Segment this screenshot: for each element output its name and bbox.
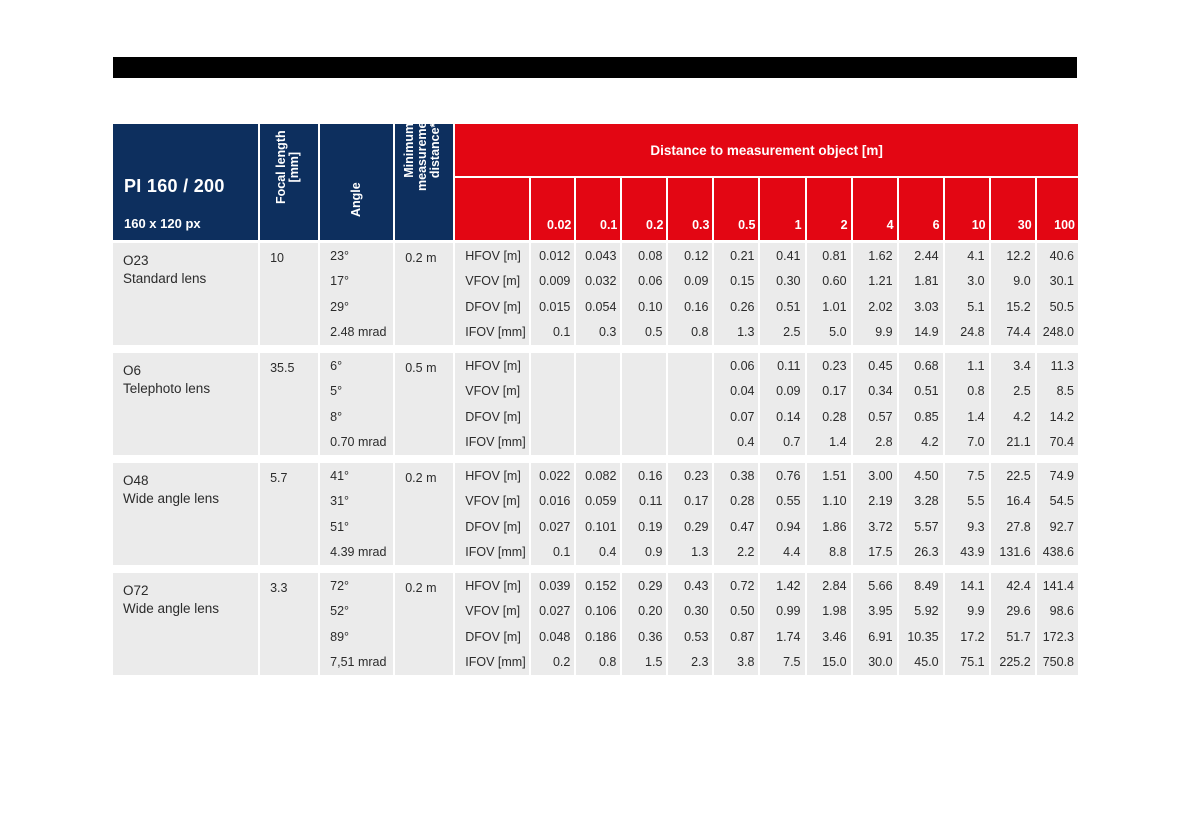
fov-value: 0.53 bbox=[668, 624, 714, 650]
fov-value: 1.4 bbox=[945, 404, 991, 430]
fov-value: 0.06 bbox=[622, 269, 668, 295]
fov-value: 1.42 bbox=[760, 573, 806, 599]
fov-value: 0.34 bbox=[853, 379, 899, 405]
fov-label: IFOV [mm] bbox=[455, 650, 531, 676]
fov-value: 0.28 bbox=[807, 404, 853, 430]
fov-value: 1.3 bbox=[668, 540, 714, 566]
fov-value: 4.2 bbox=[991, 404, 1037, 430]
fov-value bbox=[576, 430, 622, 456]
fov-value: 0.38 bbox=[714, 463, 760, 489]
fov-value: 0.10 bbox=[622, 294, 668, 320]
fov-value: 0.4 bbox=[714, 430, 760, 456]
fov-value: 0.15 bbox=[714, 269, 760, 295]
fov-value: 0.29 bbox=[668, 514, 714, 540]
lens-type: Standard lens bbox=[123, 271, 207, 286]
fov-value: 0.009 bbox=[531, 269, 576, 295]
fov-value: 1.01 bbox=[807, 294, 853, 320]
angle-value: 0.70 mrad bbox=[320, 430, 395, 456]
lens-code: O48 bbox=[123, 473, 149, 488]
angle-value: 52° bbox=[320, 599, 395, 625]
fov-value bbox=[668, 430, 714, 456]
fov-value: 7.5 bbox=[760, 650, 806, 676]
min-distance-value: 0.5 m bbox=[395, 353, 455, 455]
fov-value bbox=[622, 353, 668, 379]
fov-value: 1.86 bbox=[807, 514, 853, 540]
fov-value: 0.36 bbox=[622, 624, 668, 650]
fov-value: 0.09 bbox=[668, 269, 714, 295]
angle-value: 31° bbox=[320, 489, 395, 515]
model-header bbox=[113, 124, 260, 243]
fov-value: 4.2 bbox=[899, 430, 945, 456]
distance-col-header: 0.5 bbox=[714, 178, 760, 243]
fov-value: 0.72 bbox=[714, 573, 760, 599]
fov-value: 1.62 bbox=[853, 243, 899, 269]
fov-value: 4.50 bbox=[899, 463, 945, 489]
fov-label: HFOV [m] bbox=[455, 353, 531, 379]
fov-value: 0.21 bbox=[714, 243, 760, 269]
fov-value bbox=[622, 430, 668, 456]
distance-col-header: 0.02 bbox=[531, 178, 576, 243]
fov-value: 1.81 bbox=[899, 269, 945, 295]
angle-header bbox=[320, 124, 395, 243]
fov-value: 3.4 bbox=[991, 353, 1037, 379]
fov-value: 2.2 bbox=[714, 540, 760, 566]
fov-label: DFOV [m] bbox=[455, 514, 531, 540]
fov-value: 0.55 bbox=[760, 489, 806, 515]
fov-value: 5.92 bbox=[899, 599, 945, 625]
fov-value: 0.29 bbox=[622, 573, 668, 599]
fov-value: 0.043 bbox=[576, 243, 622, 269]
fov-value: 225.2 bbox=[991, 650, 1037, 676]
fov-value: 2.02 bbox=[853, 294, 899, 320]
fov-value: 0.47 bbox=[714, 514, 760, 540]
fov-value: 0.57 bbox=[853, 404, 899, 430]
fov-value: 1.5 bbox=[622, 650, 668, 676]
fov-value: 0.45 bbox=[853, 353, 899, 379]
fov-label: HFOV [m] bbox=[455, 243, 531, 269]
fov-value: 14.1 bbox=[945, 573, 991, 599]
fov-value: 30.0 bbox=[853, 650, 899, 676]
fov-value: 10.35 bbox=[899, 624, 945, 650]
fov-value: 0.8 bbox=[668, 320, 714, 346]
fov-value: 131.6 bbox=[991, 540, 1037, 566]
fov-value: 8.49 bbox=[899, 573, 945, 599]
fov-value: 1.74 bbox=[760, 624, 806, 650]
distance-col-header: 0.1 bbox=[576, 178, 622, 243]
lens-name-cell bbox=[113, 243, 260, 345]
fov-value: 0.9 bbox=[622, 540, 668, 566]
focal-length-header bbox=[260, 124, 320, 243]
fov-value: 4.4 bbox=[760, 540, 806, 566]
fov-value: 2.5 bbox=[991, 379, 1037, 405]
fov-value: 0.16 bbox=[668, 294, 714, 320]
model-resolution: 160 x 120 px bbox=[124, 216, 201, 231]
fov-value: 0.027 bbox=[531, 599, 576, 625]
fov-value: 1.4 bbox=[807, 430, 853, 456]
fov-value bbox=[531, 430, 576, 456]
fov-value: 0.26 bbox=[714, 294, 760, 320]
fov-value: 3.00 bbox=[853, 463, 899, 489]
fov-value: 0.027 bbox=[531, 514, 576, 540]
fov-value: 0.08 bbox=[622, 243, 668, 269]
lens-name-cell bbox=[113, 463, 260, 565]
fov-value: 3.46 bbox=[807, 624, 853, 650]
fov-value: 0.048 bbox=[531, 624, 576, 650]
fov-value: 1.10 bbox=[807, 489, 853, 515]
fov-value: 0.082 bbox=[576, 463, 622, 489]
fov-value: 54.5 bbox=[1037, 489, 1078, 515]
fov-value: 0.76 bbox=[760, 463, 806, 489]
fov-value: 0.039 bbox=[531, 573, 576, 599]
fov-value: 4.1 bbox=[945, 243, 991, 269]
fov-value: 15.0 bbox=[807, 650, 853, 676]
fov-value: 24.8 bbox=[945, 320, 991, 346]
lens-name-cell bbox=[113, 353, 260, 455]
fov-value: 40.6 bbox=[1037, 243, 1078, 269]
fov-value: 0.022 bbox=[531, 463, 576, 489]
fov-value bbox=[622, 404, 668, 430]
fov-label: IFOV [mm] bbox=[455, 540, 531, 566]
table-row bbox=[113, 243, 1078, 269]
fov-value: 0.51 bbox=[760, 294, 806, 320]
fov-value bbox=[576, 404, 622, 430]
focal-length-value: 5.7 bbox=[260, 463, 320, 565]
lens-code: O6 bbox=[123, 363, 142, 378]
fov-value: 0.85 bbox=[899, 404, 945, 430]
fov-label: VFOV [m] bbox=[455, 269, 531, 295]
min-distance-header bbox=[395, 109, 455, 243]
fov-value: 0.16 bbox=[622, 463, 668, 489]
fov-value: 0.09 bbox=[760, 379, 806, 405]
fov-value: 9.9 bbox=[945, 599, 991, 625]
fov-value: 0.17 bbox=[668, 489, 714, 515]
focal-length-label: Focal length [mm] bbox=[274, 130, 302, 204]
fov-value: 9.9 bbox=[853, 320, 899, 346]
fov-value: 0.28 bbox=[714, 489, 760, 515]
distance-blank-cell bbox=[455, 178, 531, 243]
fov-value: 2.84 bbox=[807, 573, 853, 599]
fov-value: 11.3 bbox=[1037, 353, 1078, 379]
fov-value: 0.5 bbox=[622, 320, 668, 346]
fov-value: 1.21 bbox=[853, 269, 899, 295]
fov-label: DFOV [m] bbox=[455, 294, 531, 320]
angle-value: 5° bbox=[320, 379, 395, 405]
fov-value: 5.5 bbox=[945, 489, 991, 515]
fov-value: 27.8 bbox=[991, 514, 1037, 540]
fov-value: 16.4 bbox=[991, 489, 1037, 515]
fov-value bbox=[622, 379, 668, 405]
fov-value: 0.68 bbox=[899, 353, 945, 379]
focal-length-value: 3.3 bbox=[260, 573, 320, 675]
fov-value: 9.0 bbox=[991, 269, 1037, 295]
angle-value: 89° bbox=[320, 624, 395, 650]
distance-col-header: 0.3 bbox=[668, 178, 714, 243]
min-distance-value: 0.2 m bbox=[395, 573, 455, 675]
fov-value: 0.87 bbox=[714, 624, 760, 650]
fov-value: 75.1 bbox=[945, 650, 991, 676]
fov-value: 22.5 bbox=[991, 463, 1037, 489]
fov-value bbox=[531, 379, 576, 405]
angle-value: 6° bbox=[320, 353, 395, 379]
fov-value: 7.0 bbox=[945, 430, 991, 456]
fov-value bbox=[576, 353, 622, 379]
fov-value: 3.0 bbox=[945, 269, 991, 295]
min-distance-value: 0.2 m bbox=[395, 463, 455, 565]
fov-value: 0.012 bbox=[531, 243, 576, 269]
fov-value: 0.30 bbox=[760, 269, 806, 295]
fov-value: 0.032 bbox=[576, 269, 622, 295]
fov-value: 0.12 bbox=[668, 243, 714, 269]
fov-value: 0.11 bbox=[622, 489, 668, 515]
fov-value: 3.28 bbox=[899, 489, 945, 515]
fov-value: 0.7 bbox=[760, 430, 806, 456]
fov-value: 0.14 bbox=[760, 404, 806, 430]
fov-value: 0.1 bbox=[531, 540, 576, 566]
fov-value: 0.3 bbox=[576, 320, 622, 346]
angle-value: 8° bbox=[320, 404, 395, 430]
fov-value: 750.8 bbox=[1037, 650, 1078, 676]
min-distance-value: 0.2 m bbox=[395, 243, 455, 345]
lens-name-cell bbox=[113, 573, 260, 675]
fov-value bbox=[668, 353, 714, 379]
fov-value: 0.50 bbox=[714, 599, 760, 625]
fov-value: 8.5 bbox=[1037, 379, 1078, 405]
fov-value: 15.2 bbox=[991, 294, 1037, 320]
fov-value bbox=[576, 379, 622, 405]
fov-value: 2.44 bbox=[899, 243, 945, 269]
focal-length-value: 10 bbox=[260, 243, 320, 345]
fov-value: 50.5 bbox=[1037, 294, 1078, 320]
angle-value: 2.48 mrad bbox=[320, 320, 395, 346]
fov-value: 1.51 bbox=[807, 463, 853, 489]
fov-value: 0.101 bbox=[576, 514, 622, 540]
fov-value: 0.94 bbox=[760, 514, 806, 540]
fov-value: 0.51 bbox=[899, 379, 945, 405]
lens-spec-table bbox=[113, 109, 1078, 675]
fov-value bbox=[531, 353, 576, 379]
fov-value: 42.4 bbox=[991, 573, 1037, 599]
fov-value: 3.03 bbox=[899, 294, 945, 320]
fov-value: 5.1 bbox=[945, 294, 991, 320]
distance-col-header: 2 bbox=[807, 178, 853, 243]
fov-value: 0.17 bbox=[807, 379, 853, 405]
angle-value: 51° bbox=[320, 514, 395, 540]
fov-value: 0.43 bbox=[668, 573, 714, 599]
fov-value: 0.106 bbox=[576, 599, 622, 625]
distance-col-header: 4 bbox=[853, 178, 899, 243]
fov-label: IFOV [mm] bbox=[455, 430, 531, 456]
fov-value: 0.186 bbox=[576, 624, 622, 650]
fov-value: 141.4 bbox=[1037, 573, 1078, 599]
fov-value bbox=[668, 379, 714, 405]
lens-type: Telephoto lens bbox=[123, 381, 211, 396]
fov-value: 0.06 bbox=[714, 353, 760, 379]
fov-label: VFOV [m] bbox=[455, 489, 531, 515]
angle-value: 23° bbox=[320, 243, 395, 269]
fov-value: 74.9 bbox=[1037, 463, 1078, 489]
fov-label: VFOV [m] bbox=[455, 599, 531, 625]
fov-value: 2.8 bbox=[853, 430, 899, 456]
fov-value: 0.04 bbox=[714, 379, 760, 405]
model-name: PI 160 / 200 bbox=[124, 176, 225, 196]
fov-value: 45.0 bbox=[899, 650, 945, 676]
fov-value: 7.5 bbox=[945, 463, 991, 489]
fov-value: 0.20 bbox=[622, 599, 668, 625]
fov-value: 74.4 bbox=[991, 320, 1037, 346]
angle-label: Angle bbox=[348, 182, 363, 217]
angle-value: 72° bbox=[320, 573, 395, 599]
angle-value: 41° bbox=[320, 463, 395, 489]
fov-value: 0.4 bbox=[576, 540, 622, 566]
fov-value: 0.2 bbox=[531, 650, 576, 676]
fov-value: 0.81 bbox=[807, 243, 853, 269]
fov-label: HFOV [m] bbox=[455, 573, 531, 599]
fov-value: 21.1 bbox=[991, 430, 1037, 456]
fov-value: 0.30 bbox=[668, 599, 714, 625]
fov-value bbox=[668, 404, 714, 430]
fov-value: 0.41 bbox=[760, 243, 806, 269]
fov-value: 8.8 bbox=[807, 540, 853, 566]
fov-value: 0.23 bbox=[668, 463, 714, 489]
distance-col-header: 0.2 bbox=[622, 178, 668, 243]
fov-value: 438.6 bbox=[1037, 540, 1078, 566]
group-separator bbox=[113, 455, 1078, 463]
fov-value bbox=[531, 404, 576, 430]
group-separator bbox=[113, 565, 1078, 573]
fov-label: DFOV [m] bbox=[455, 404, 531, 430]
fov-label: VFOV [m] bbox=[455, 379, 531, 405]
angle-value: 7,51 mrad bbox=[320, 650, 395, 676]
fov-value: 17.5 bbox=[853, 540, 899, 566]
lens-code: O72 bbox=[123, 583, 149, 598]
fov-value: 3.8 bbox=[714, 650, 760, 676]
angle-value: 17° bbox=[320, 269, 395, 295]
fov-value: 1.1 bbox=[945, 353, 991, 379]
fov-value: 0.60 bbox=[807, 269, 853, 295]
fov-value: 0.015 bbox=[531, 294, 576, 320]
fov-value: 30.1 bbox=[1037, 269, 1078, 295]
angle-value: 4.39 mrad bbox=[320, 540, 395, 566]
fov-value: 70.4 bbox=[1037, 430, 1078, 456]
fov-value: 14.2 bbox=[1037, 404, 1078, 430]
focal-length-value: 35.5 bbox=[260, 353, 320, 455]
fov-value: 2.5 bbox=[760, 320, 806, 346]
fov-label: HFOV [m] bbox=[455, 463, 531, 489]
distance-col-header: 6 bbox=[899, 178, 945, 243]
fov-value: 1.98 bbox=[807, 599, 853, 625]
fov-value: 3.95 bbox=[853, 599, 899, 625]
fov-value: 3.72 bbox=[853, 514, 899, 540]
top-black-bar bbox=[113, 57, 1077, 78]
fov-value: 12.2 bbox=[991, 243, 1037, 269]
lens-code: O23 bbox=[123, 253, 149, 268]
table-row bbox=[113, 463, 1078, 489]
fov-value: 248.0 bbox=[1037, 320, 1078, 346]
fov-value: 26.3 bbox=[899, 540, 945, 566]
fov-value: 0.19 bbox=[622, 514, 668, 540]
group-separator bbox=[113, 345, 1078, 353]
fov-value: 51.7 bbox=[991, 624, 1037, 650]
distance-col-header: 10 bbox=[945, 178, 991, 243]
fov-value: 0.059 bbox=[576, 489, 622, 515]
fov-value: 172.3 bbox=[1037, 624, 1078, 650]
fov-value: 0.07 bbox=[714, 404, 760, 430]
fov-value: 5.66 bbox=[853, 573, 899, 599]
angle-value: 29° bbox=[320, 294, 395, 320]
fov-value: 0.016 bbox=[531, 489, 576, 515]
fov-value: 14.9 bbox=[899, 320, 945, 346]
fov-value: 1.3 bbox=[714, 320, 760, 346]
fov-value: 98.6 bbox=[1037, 599, 1078, 625]
fov-value: 0.8 bbox=[576, 650, 622, 676]
fov-value: 0.1 bbox=[531, 320, 576, 346]
fov-value: 2.19 bbox=[853, 489, 899, 515]
fov-label: IFOV [mm] bbox=[455, 320, 531, 346]
fov-value: 5.0 bbox=[807, 320, 853, 346]
fov-value: 9.3 bbox=[945, 514, 991, 540]
fov-value: 92.7 bbox=[1037, 514, 1078, 540]
fov-value: 0.152 bbox=[576, 573, 622, 599]
fov-value: 0.054 bbox=[576, 294, 622, 320]
fov-value: 0.23 bbox=[807, 353, 853, 379]
fov-value: 17.2 bbox=[945, 624, 991, 650]
fov-value: 0.8 bbox=[945, 379, 991, 405]
fov-value: 0.99 bbox=[760, 599, 806, 625]
distance-col-header: 1 bbox=[760, 178, 806, 243]
lens-type: Wide angle lens bbox=[123, 601, 220, 616]
fov-value: 43.9 bbox=[945, 540, 991, 566]
fov-label: DFOV [m] bbox=[455, 624, 531, 650]
lens-type: Wide angle lens bbox=[123, 491, 220, 506]
distance-col-header: 30 bbox=[991, 178, 1037, 243]
fov-value: 2.3 bbox=[668, 650, 714, 676]
fov-value: 0.11 bbox=[760, 353, 806, 379]
table-row bbox=[113, 573, 1078, 599]
fov-value: 29.6 bbox=[991, 599, 1037, 625]
distance-col-header: 100 bbox=[1037, 178, 1078, 243]
fov-value: 5.57 bbox=[899, 514, 945, 540]
table-row bbox=[113, 353, 1078, 379]
min-distance-label: Minimum measurement distance* bbox=[402, 109, 443, 191]
fov-value: 6.91 bbox=[853, 624, 899, 650]
distance-title: Distance to measurement object [m] bbox=[455, 124, 1078, 178]
